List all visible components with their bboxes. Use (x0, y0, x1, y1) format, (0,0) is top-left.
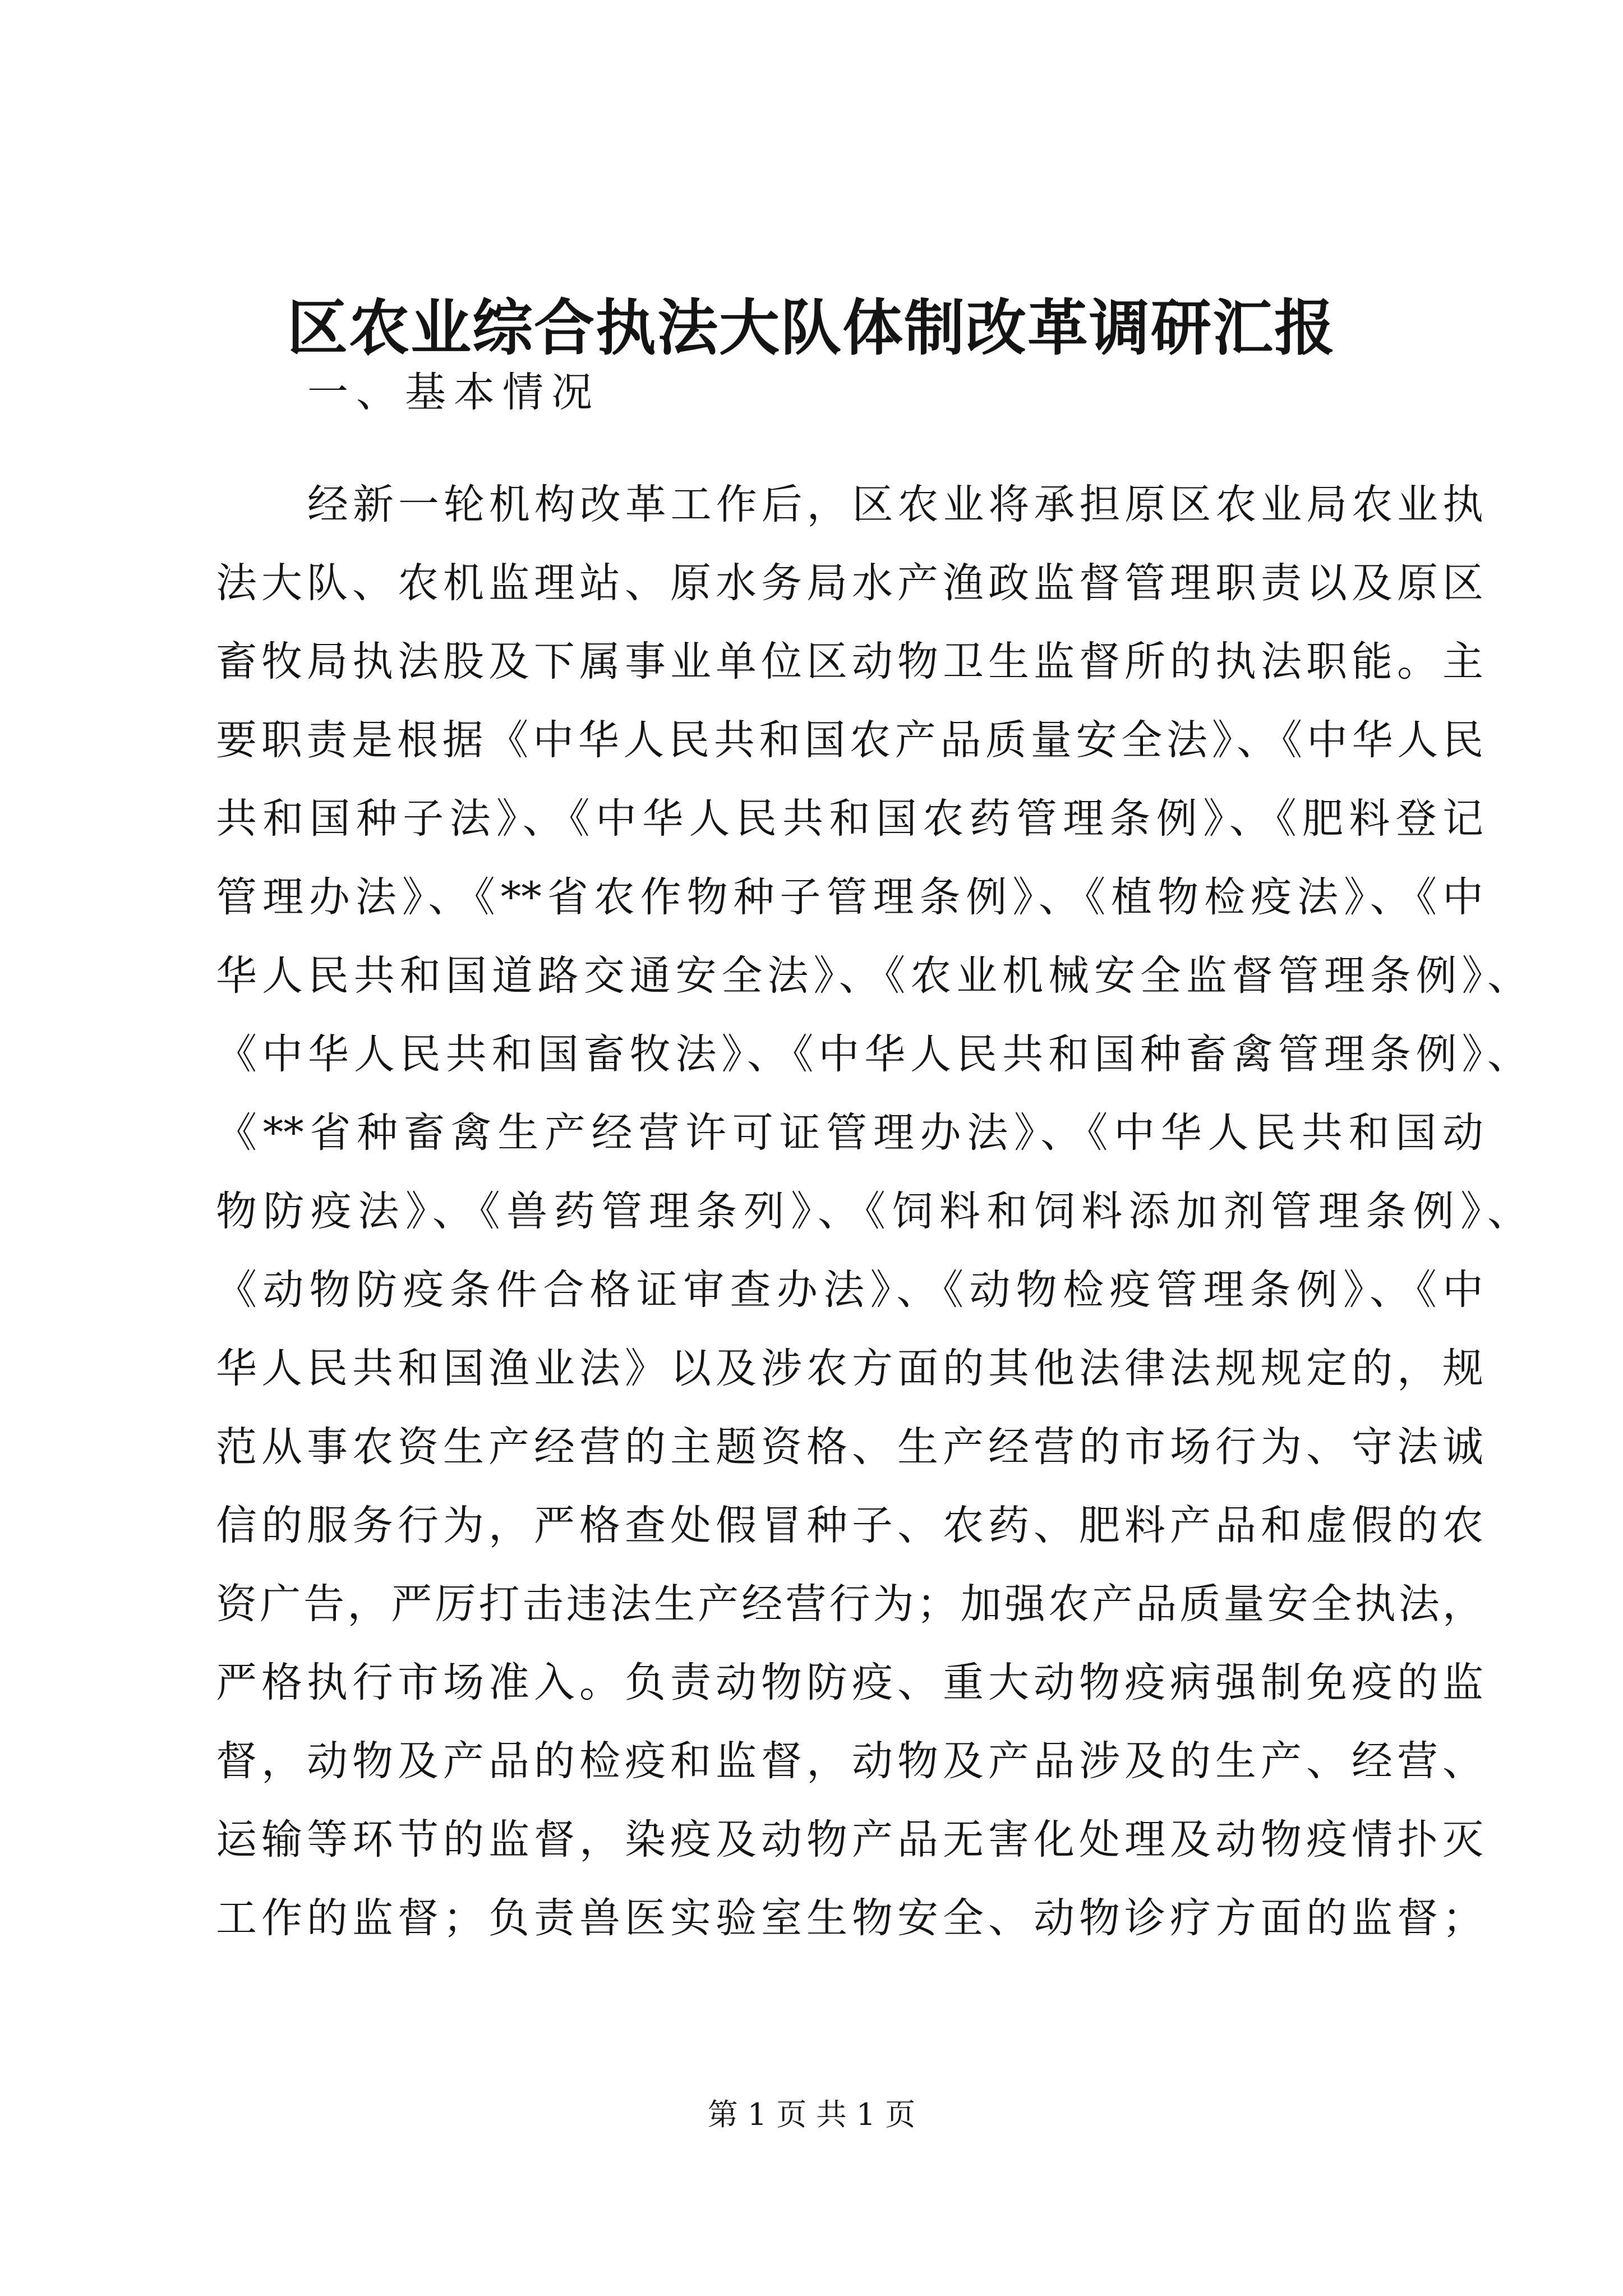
document-title: 区农业综合执法大队体制改革调研汇报 (287, 293, 1336, 364)
section-heading: 一、基本情况 (307, 369, 600, 416)
paragraph-line: 法大队、农机监理站、原水务局水产渔政监督管理职责以及原区 (216, 559, 1483, 607)
paragraph-line: 要职责是根据《中华人民共和国农产品质量安全法》、《中华人民 (216, 716, 1483, 764)
paragraph-line: 物防疫法》、《兽药管理条列》、《饲料和饲料添加剂管理条例》、 (216, 1188, 1528, 1235)
paragraph-line: 运输等环节的监督，染疫及动物产品无害化处理及动物疫情扑灭 (216, 1816, 1483, 1864)
paragraph-line: 《**省种畜禽生产经营许可证管理办法》、《中华人民共和国动 (216, 1109, 1483, 1157)
paragraph-line: 经新一轮机构改革工作后，区农业将承担原区农业局农业执 (307, 481, 1483, 528)
paragraph-line: 华人民共和国道路交通安全法》、《农业机械安全监督管理条例》、 (216, 952, 1528, 1000)
paragraph-line: 《中华人民共和国畜牧法》、《中华人民共和国种畜禽管理条例》、 (216, 1030, 1528, 1078)
paragraph-line: 《动物防疫条件合格证审查办法》、《动物检疫管理条例》、《中 (216, 1266, 1483, 1314)
paragraph-line: 共和国种子法》、《中华人民共和国农药管理条例》、《肥料登记 (216, 795, 1483, 843)
paragraph-line: 工作的监督；负责兽医实验室生物安全、动物诊疗方面的监督； (216, 1894, 1483, 1942)
page-number-footer: 第 1 页 共 1 页 (707, 2097, 916, 2132)
paragraph-line: 范从事农资生产经营的主题资格、生产经营的市场行为、守法诚 (216, 1423, 1483, 1471)
paragraph-line: 华人民共和国渔业法》以及涉农方面的其他法律法规规定的，规 (216, 1345, 1483, 1392)
paragraph-line: 管理办法》、《**省农作物种子管理条例》、《植物检疫法》、《中 (216, 873, 1483, 921)
paragraph-line: 畜牧局执法股及下属事业单位区动物卫生监督所的执法职能。主 (216, 638, 1483, 685)
paragraph-line: 督，动物及产品的检疫和监督，动物及产品涉及的生产、经营、 (216, 1737, 1483, 1785)
paragraph-line: 严格执行市场准入。负责动物防疫、重大动物疫病强制免疫的监 (216, 1659, 1483, 1706)
paragraph-line: 信的服务行为，严格查处假冒种子、农药、肥料产品和虚假的农 (216, 1502, 1483, 1549)
paragraph-line: 资广告，严厉打击违法生产经营行为；加强农产品质量安全执法， (216, 1580, 1483, 1628)
